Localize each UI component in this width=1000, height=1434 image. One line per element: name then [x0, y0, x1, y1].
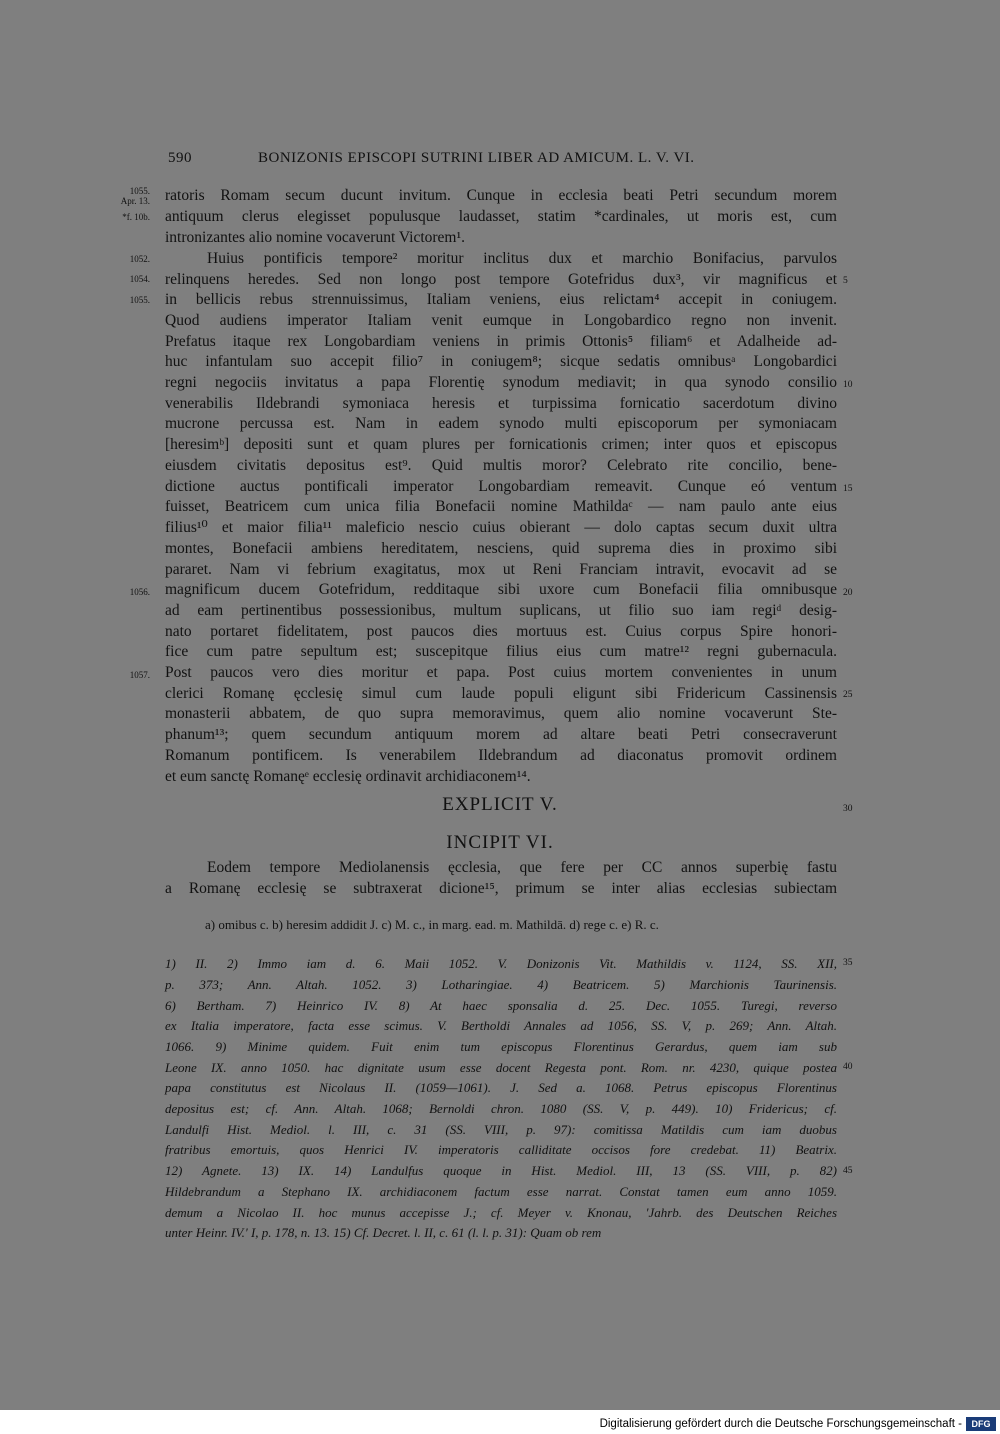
footnote-line: unter Heinr. IV.' I, p. 178, n. 13. 15) Cf. Decret. l. II, c. 61 (l. l. p. 31): Quam ob rem: [165, 1225, 602, 1240]
margin-folio: *f. 10b.: [122, 212, 150, 222]
body-line: relinquens heredes. Sed non longo post tempore Gotefridus dux³, vir magnificus et: [165, 271, 837, 288]
dfg-logo: DFG: [966, 1417, 996, 1431]
footer-credit: Digitalisierung gefördert durch die Deutsche Forschungsgemeinschaft -: [599, 1418, 962, 1430]
body-line: filius¹⁰ et maior filia¹¹ maleficio nescio cuius obierant — dolo captas secum duxit ultra: [165, 519, 837, 536]
body-line: magnificum ducem Gotefridum, redditaque sibi uxore cum Bonefacii filia omnibusque: [165, 581, 837, 598]
incipit-line: a Romanę ecclesię se subtraxerat dicione¹⁵, primum se inter alias ecclesias subiectam: [165, 880, 837, 897]
body-line: in bellicis rebus strennuissimus, Italiam veniens, eius relictam⁴ accepit in coniugem.: [165, 291, 837, 308]
line-number: 20: [843, 588, 853, 598]
footer-bar: [0, 1410, 1000, 1434]
incipit-heading: INCIPIT VI.: [446, 832, 554, 853]
footnote-line: depositus est; cf. Ann. Altah. 1068; Bernoldi chron. 1080 (SS. V, p. 449). 10) Fridericus; cf.: [165, 1101, 837, 1116]
footnote-line: p. 373; Ann. Altah. 1052. 3) Lotharingiae. 4) Beatricem. 5) Marchionis Taurinensis.: [165, 977, 837, 992]
body-line: huc infantulam suo accepit filio⁷ in coniugem⁸; sicque sedatis omnibusᵃ Longobardici: [165, 353, 837, 370]
explicit-heading: EXPLICIT V.: [442, 794, 558, 815]
margin-year: 1052.: [129, 254, 150, 264]
body-line: fuisset, Beatricem cum unica filia Bonefacii nomine Mathildaᶜ — nam paulo ante eius: [165, 498, 837, 515]
line-number: 15: [843, 484, 853, 494]
body-line: clerici Romanę ęcclesię simul cum laude populi eligunt sibi Fridericum Cassinensis: [165, 685, 837, 702]
footnote-line: 12) Agnete. 13) IX. 14) Landulfus quoque in Hist. Mediol. III, 13 (SS. VIII, p. 82): [165, 1163, 837, 1178]
line-number: 45: [843, 1166, 853, 1176]
body-line: ad eam pertinentibus possessionibus, multum suplicans, ut filio suo iam regiᵈ desig-: [165, 602, 837, 619]
margin-year: 1054.: [129, 274, 150, 284]
margin-year: 1057.: [129, 670, 150, 680]
body-line: mucrone percussa est. Nam in eadem synodo multi episcoporum per symoniacam: [165, 415, 837, 432]
body-line: intronizantes alio nomine vocaverunt Victorem¹.: [165, 229, 465, 246]
footnote-line: Landulfi Hist. Mediol. l. III, c. 31 (SS. VIII, p. 97): comitissa Matildis cum iam duobus: [165, 1122, 837, 1137]
page-number: 590: [168, 150, 192, 166]
body-line: venerabilis Ildebrandi symoniaca heresis et turpissima fornicatio sacerdotum divino: [165, 395, 837, 412]
body-line: nato portaret fidelitatem, post paucos dies mortuus est. Cuius corpus Spire honori-: [165, 623, 837, 640]
body-line: pararet. Nam vi febrium exagitatus, mox ut Reni Franciam intravit, evocavit ad se: [165, 561, 837, 578]
body-line: monasterii abbatem, de quo supra memoravimus, quem alio nomine vocaverunt Ste-: [165, 705, 837, 722]
line-number: 35: [843, 958, 853, 968]
footnote-line: 1066. 9) Minime quidem. Fuit enim tum episcopus Florentinus Gerardus, quem iam sub: [165, 1039, 837, 1054]
body-line: Post paucos vero dies moritur et papa. Post cuius mortem convenientes in unum: [165, 664, 837, 681]
body-line: eiusdem civitatis depositus est⁹. Quid multis moror? Celebrato rite concilio, bene-: [165, 457, 837, 474]
footnote-line: 6) Bertham. 7) Heinrico IV. 8) At haec sponsalia d. 25. Dec. 1055. Turegi, reverso: [165, 998, 837, 1013]
running-title: BONIZONIS EPISCOPI SUTRINI LIBER AD AMICUM. L. V. VI.: [258, 150, 695, 166]
footnote-line: Leone IX. anno 1050. hac dignitate usum esse docent Regesta pont. Rom. nr. 4230, quique postea: [165, 1060, 837, 1075]
body-line: ratoris Romam secum ducunt invitum. Cunque in ecclesia beati Petri secundum morem: [165, 187, 837, 204]
margin-year: 1056.: [129, 587, 150, 597]
line-number: 10: [843, 380, 853, 390]
footnote-line: papa constitutus est Nicolaus II. (1059—1061). J. Sed a. 1068. Petrus episcopus Florentinus: [165, 1080, 837, 1095]
body-line: Romanum pontificem. Is venerabilem Ildebrandum ad diaconatus promovit ordinem: [165, 747, 837, 764]
margin-year: 1055.: [129, 186, 150, 196]
body-line: dictione auctus pontificali imperator Longobardiam remeavit. Cunque eó ventum: [165, 478, 837, 495]
textual-notes: a) omibus c. b) heresim addidit J. c) M. c., in marg. ead. m. Mathildā. d) rege c. e) R. c.: [205, 917, 659, 932]
line-number: 30: [843, 804, 853, 814]
body-line: Huius pontificis tempore² moritur inclitus dux et marchio Bonifacius, parvulos: [207, 250, 837, 267]
footnote-line: 1) II. 2) Immo iam d. 6. Maii 1052. V. Donizonis Vit. Mathildis v. 1124, SS. XII,: [165, 956, 837, 971]
body-line: phanum¹³; quem secundum antiquum morem ad altare beati Petri consecraverunt: [165, 726, 837, 743]
incipit-line: Eodem tempore Mediolanensis ęcclesia, que fere per CC annos superbię fastu: [207, 859, 837, 876]
line-number: 5: [843, 276, 848, 286]
body-line: antiquum clerus elegisset populusque laudasset, statim *cardinales, ut moris est, cum: [165, 208, 837, 225]
body-line: Prefatus itaque rex Longobardiam veniens in primis Ottonis⁵ filiam⁶ et Adalheide ad-: [165, 333, 837, 350]
body-line: fice cum patre sepultum est; suscepitque filius eius cum matre¹² regni gubernacula.: [165, 643, 837, 660]
footnote-line: fratribus emortuis, quos Henrici IV. imperatoris calliditate occisos fore credebat. 11) Beatrix.: [165, 1142, 837, 1157]
margin-year: 1055.: [129, 295, 150, 305]
body-line: Quod audiens imperator Italiam venit eumque in Longobardico regno non invenit.: [165, 312, 837, 329]
margin-date: Apr. 13.: [120, 196, 150, 206]
line-number: 25: [843, 690, 853, 700]
footnote-line: demum a Nicolao II. hoc munus accepisse J.; cf. Meyer v. Knonau, 'Jahrb. des Deutschen Reiches: [165, 1205, 837, 1220]
body-line: montes, Bonefacii ambiens hereditatem, nesciens, quid suprema dies in proximo sibi: [165, 540, 837, 557]
line-number: 40: [843, 1062, 853, 1072]
body-line: regni negociis invitatus a papa Florentię synodum mediavit; in qua synodo consilio: [165, 374, 837, 391]
body-line: [heresimᵇ] depositi sunt et quam plures per fornicationis crimen; inter quos et episcopus: [165, 436, 837, 453]
footnote-line: Hildebrandum a Stephano IX. archidiaconem factum esse narrat. Constat tamen eum anno 1059.: [165, 1184, 837, 1199]
footnote-line: ex Italia imperatore, facta esse scimus. V. Bertholdi Annales ad 1056, SS. V, p. 269; Ann. Altah.: [165, 1018, 837, 1033]
body-line: et eum sanctę Romanęᵉ ecclesię ordinavit archidiaconem¹⁴.: [165, 768, 531, 785]
